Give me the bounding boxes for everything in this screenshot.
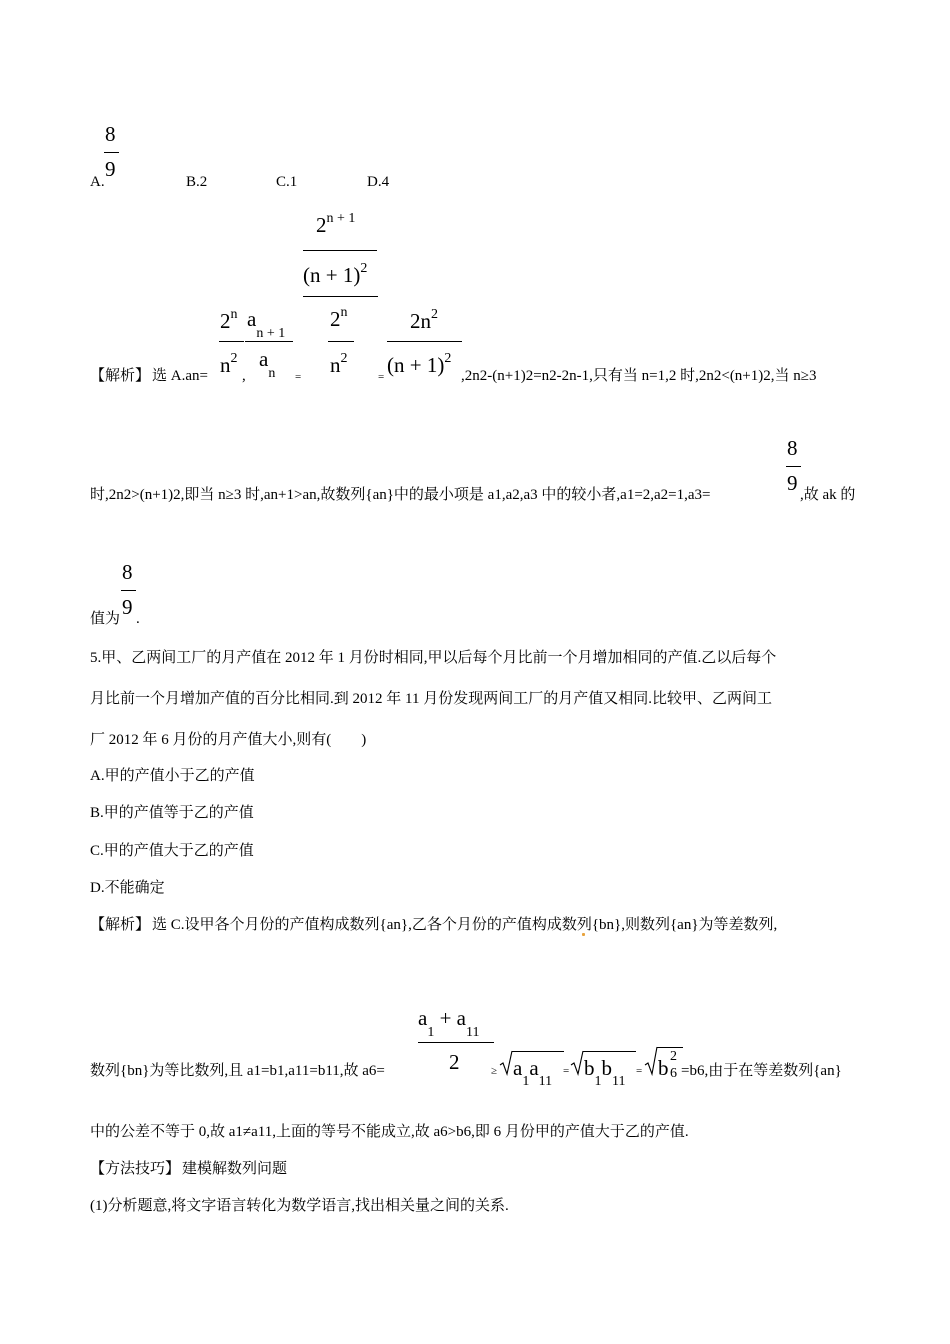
q5-stem-line2: 月比前一个月增加产值的百分比相同.到 2012 年 11 月份发现两间工厂的月产值又相同.比较甲、乙两间工 xyxy=(90,691,772,707)
solution-line1-tail: ,2n2-(n+1)2=n2-2n-1,只有当 n=1,2 时,2n2<(n+1)2,当 n≥3 xyxy=(461,368,817,384)
choice-d: D.4 xyxy=(367,174,390,190)
f1-den-base: n xyxy=(220,353,231,377)
ratio-denominator xyxy=(259,347,276,382)
mean-a1-base: a xyxy=(418,1006,428,1030)
sqrt-bar-3 xyxy=(657,1047,683,1048)
solution-line3-tail: . xyxy=(136,611,140,627)
big-main-bar xyxy=(303,296,378,297)
sqrt3-b6-base: b xyxy=(658,1056,669,1080)
ratio-numerator xyxy=(247,307,286,342)
line3-fraction-bar xyxy=(121,590,136,591)
q5-stem-line1: 5.甲、乙两间工厂的月产值在 2012 年 1 月份时相同,甲以后每个月比前一个月增加相同的产值.乙以后每个 xyxy=(90,650,777,666)
choice-c: C.1 xyxy=(276,174,298,190)
big-upper-bar xyxy=(303,250,377,251)
big-bot-num-base: 2 xyxy=(330,307,341,331)
sqrt-bar-2 xyxy=(583,1051,636,1052)
f1-num-base: 2 xyxy=(220,309,231,333)
ge-sign: ≥ xyxy=(491,1065,498,1077)
mean-denominator: 2 xyxy=(449,1050,460,1074)
solution-line2: 时,2n2>(n+1)2,即当 n≥3 时,an+1>an,故数列{an}中的最小项是 a1,a2,a3 中的较小者,a1=2,a2=1,a3= xyxy=(90,487,711,503)
mean-a11-sub: 11 xyxy=(466,1025,480,1041)
q5-solution-line2-lead: 数列{bn}为等比数列,且 a1=b1,a11=b11,故 a6= xyxy=(90,1063,385,1079)
q5-option-d: D.不能确定 xyxy=(90,880,165,896)
q5-option-a: A.甲的产值小于乙的产值 xyxy=(90,768,255,784)
choice-a-fraction-bar xyxy=(104,152,119,153)
q5-stem-line3: 厂 2012 年 6 月份的月产值大小,则有( ) xyxy=(90,732,367,748)
method-label: 【方法技巧】 xyxy=(90,1161,181,1177)
sqrt-content-1 xyxy=(513,1056,553,1090)
f1-denominator xyxy=(220,353,238,378)
ratio-den-sub: n xyxy=(268,366,276,382)
result-num-exp: 2 xyxy=(431,307,438,322)
mean-plus: + a xyxy=(434,1006,466,1030)
choice-a-numerator: 8 xyxy=(105,122,116,146)
choice-a-label: A. xyxy=(90,174,105,190)
ratio-fraction-bar xyxy=(245,341,293,342)
line3-numerator: 8 xyxy=(122,560,133,584)
sqrt-content-3 xyxy=(658,1056,669,1081)
result-den-exp: 2 xyxy=(444,351,452,366)
q5-solution-label: 【解析】 xyxy=(90,917,151,933)
f1-num-exp: n xyxy=(230,307,238,322)
f1-den-exp: 2 xyxy=(230,351,238,366)
choice-a-denominator: 9 xyxy=(105,157,116,181)
big-lower-bar xyxy=(328,341,354,342)
method-step-1: (1)分析题意,将文字语言转化为数学语言,找出相关量之间的关系. xyxy=(90,1198,509,1214)
method-title: 建模解数列问题 xyxy=(182,1161,288,1177)
big-top-term xyxy=(316,213,355,238)
big-bottom-numerator xyxy=(330,307,348,332)
f1-fraction-bar xyxy=(219,341,244,342)
result-denominator xyxy=(387,353,451,378)
mean-fraction-bar xyxy=(418,1042,494,1043)
solution-lead: 选 A.an= xyxy=(152,368,208,384)
q5-option-c: C.甲的产值大于乙的产值 xyxy=(90,843,254,859)
sqrt3-exp: 2 xyxy=(670,1049,677,1064)
ratio-num-base: a xyxy=(247,307,257,331)
line3-denominator: 9 xyxy=(122,595,133,619)
solution-line3-prefix: 值为 xyxy=(90,611,121,627)
sqrt-sign-1 xyxy=(499,1050,513,1076)
big-bot-den-exp: 2 xyxy=(340,351,348,366)
sqrt-content-2 xyxy=(584,1056,626,1090)
result-den-base: (n + 1) xyxy=(387,353,445,377)
q5-solution-line2-tail: =b6,由于在等差数列{an} xyxy=(681,1063,842,1079)
f1-comma: , xyxy=(242,368,246,384)
q5-solution-line3: 中的公差不等于 0,故 a1≠a11,上面的等号不能成立,故 a6>b6,即 6 月份甲的产值大于乙的产值. xyxy=(90,1124,689,1140)
mean-numerator xyxy=(418,1006,480,1041)
big-middle-term xyxy=(303,263,367,288)
sqrt1-a1-base: a xyxy=(513,1056,523,1080)
sqrt1-a11-sub: 11 xyxy=(538,1074,553,1090)
line2-numerator: 8 xyxy=(787,436,798,460)
result-numerator xyxy=(410,309,438,334)
sqrt2-b1-base: b xyxy=(584,1056,595,1080)
equals-sign-b: = xyxy=(636,1065,643,1077)
line2-fraction-bar xyxy=(786,466,801,467)
big-bot-num-exp: n xyxy=(340,305,348,320)
line2-denominator: 9 xyxy=(787,471,798,495)
sqrt1-a1-sub: 1 xyxy=(522,1074,530,1090)
sqrt2-b11-sub: 11 xyxy=(612,1074,626,1090)
big-bottom-denominator xyxy=(330,353,348,378)
f1-numerator xyxy=(220,309,238,334)
big-top-base: 2 xyxy=(316,213,327,237)
equals-sign-2: = xyxy=(378,371,385,383)
sqrt1-a11-base: a xyxy=(529,1056,539,1080)
sqrt2-b11-base: b xyxy=(601,1056,612,1080)
equals-sign-a: = xyxy=(563,1065,570,1077)
mean-a1-sub: 1 xyxy=(427,1025,435,1041)
q5-option-b: B.甲的产值等于乙的产值 xyxy=(90,805,254,821)
sqrt-sign-3 xyxy=(644,1046,658,1076)
ratio-den-base: a xyxy=(259,347,269,371)
q5-solution-line1: 选 C.设甲各个月份的产值构成数列{an},乙各个月份的产值构成数列{bn},则数列{an}为等差数列, xyxy=(152,917,778,933)
big-mid-exp: 2 xyxy=(360,261,368,276)
sqrt-bar-1 xyxy=(512,1051,564,1052)
equals-sign-1: = xyxy=(295,371,302,383)
solution-label: 【解析】 xyxy=(90,368,151,384)
result-fraction-bar xyxy=(387,341,462,342)
sqrt2-b1-sub: 1 xyxy=(594,1074,602,1090)
big-top-exp: n + 1 xyxy=(326,211,356,226)
big-mid-base: (n + 1) xyxy=(303,263,361,287)
solution-line2-tail: ,故 ak 的 xyxy=(800,487,856,503)
sqrt-sign-2 xyxy=(570,1050,584,1076)
big-bot-den-base: n xyxy=(330,353,341,377)
choice-b: B.2 xyxy=(186,174,208,190)
sqrt3-sub: 6 xyxy=(670,1066,677,1081)
cursor-mark xyxy=(582,933,585,936)
ratio-num-sub: n + 1 xyxy=(256,326,286,342)
result-num-base: 2n xyxy=(410,309,431,333)
